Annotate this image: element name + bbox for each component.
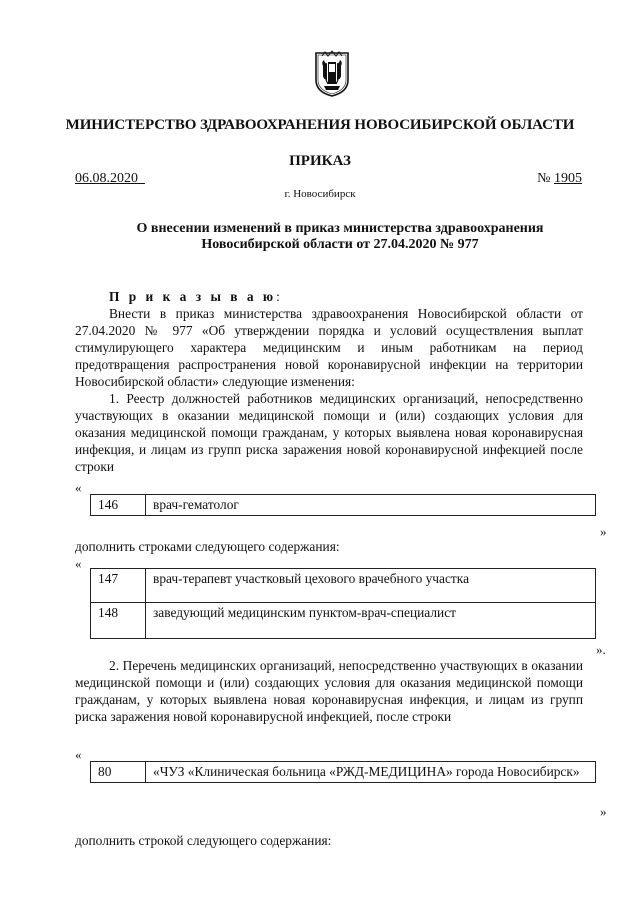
row-position: врач-гематолог (146, 495, 596, 516)
quote-open-1: « (75, 480, 82, 495)
table-row (91, 603, 596, 639)
add-rows-text: дополнить строками следующего содержания: (75, 539, 340, 554)
order-subject (100, 221, 580, 253)
body-text-2 (75, 657, 583, 725)
quote-close-3: » (600, 804, 607, 819)
city: г. Новосибирск (284, 188, 356, 200)
order-number: № 1905 (537, 171, 582, 186)
table-row-146 (90, 494, 596, 516)
row-position: заведующий медицинским пунктом-врач-специалист (146, 603, 596, 639)
coat-of-arms-icon (312, 50, 352, 98)
body-text-1 (75, 288, 583, 475)
row-organization: «ЧУЗ «Клиническая больница «РЖД-МЕДИЦИНА» города Новосибирск» (146, 762, 596, 783)
row-code: 148 (91, 603, 146, 639)
row-code: 146 (91, 495, 146, 516)
prikazyvayu-line: П р и к а з ы в а ю: (109, 289, 280, 304)
add-row-text: дополнить строкой следующего содержания: (75, 833, 332, 848)
added-rows-table (90, 568, 596, 639)
row-position: врач-терапевт участковый цехового врачебного участка (146, 569, 596, 603)
ministry-name: МИНИСТЕРСТВО ЗДРАВООХРАНЕНИЯ НОВОСИБИРСКОЙ ОБЛАСТИ (65, 117, 575, 133)
intro-paragraph: Внести в приказ министерства здравоохранения Новосибирской области от 27.04.2020 № 977 «Об утверждении порядка и условий осуществления выплат стимулирующего характера медицинским и иным работникам на период предотвращения распространения новой коронавирусной инфекции на территории Новосибирской области» следующие изменения: (75, 306, 583, 389)
document-type: ПРИКАЗ (289, 153, 351, 169)
quote-close-1: » (600, 524, 607, 539)
quote-close-2: ». (596, 642, 606, 657)
item-2-paragraph: 2. Перечень медицинских организаций, непосредственно участвующих в оказании медицинской помощи и (или) создающих условия для оказания медицинской помощи гражданам, у которых выявлена новая коронавирусная инфекция, и лицам из групп риска заражения новой коронавирусной инфекцией, после строки (75, 658, 583, 724)
row-code: 80 (91, 762, 146, 783)
quote-open-3: « (75, 747, 82, 762)
subject-line-1: О внесении изменений в приказ министерства здравоохранения (136, 221, 544, 236)
row-code: 147 (91, 569, 146, 603)
table-row (91, 569, 596, 603)
quote-open-2: « (75, 556, 82, 571)
order-date: 06.08.2020 (75, 171, 138, 186)
subject-line-2: Новосибирской области от 27.04.2020 № 977 (201, 237, 479, 252)
item-1-paragraph: 1. Реестр должностей работников медицинских организаций, непосредственно участвующих в оказании медицинской помощи и (или) создающих условия для оказания медицинской помощи гражданам, у которых выявлена новая коронавирусная инфекция, и лицам из групп риска заражения новой коронавирусной инфекцией после строки (75, 391, 583, 474)
table-row-80 (90, 761, 596, 783)
